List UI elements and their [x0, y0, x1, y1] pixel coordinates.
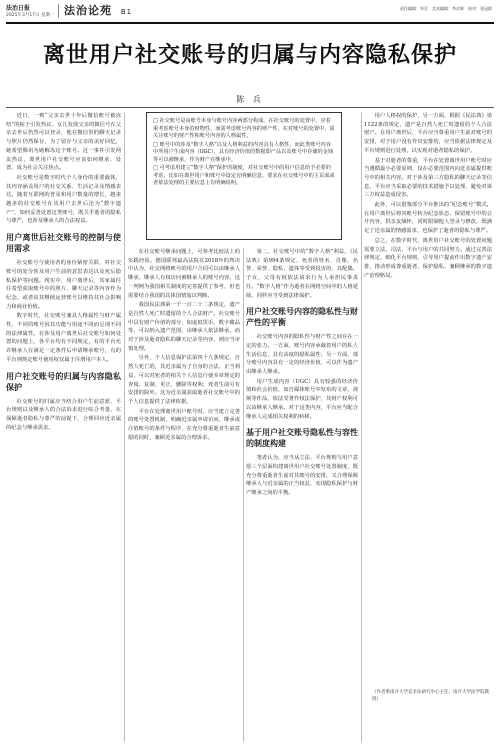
article-column-3 — [246, 248, 358, 742]
body-paragraph: 用户人格权的保护，另一方面，根据《民法典》第1122条的规定，遗产是自然人死亡时遗留的个人合法财产。在用户离世后，平台应当尊重用户生前对账号的安排，对于用户没有作出安排的，应当依据法律规定及平台规则进行处理，以实现对逝者隐私的保护。 — [364, 113, 492, 154]
paper-name: 法治日报 — [6, 5, 31, 12]
section-title — [64, 2, 132, 18]
column-divider — [243, 248, 244, 742]
summary-box — [146, 112, 342, 240]
issue-date: 2025年3月17日 星期一 — [6, 13, 55, 18]
article-column-4 — [364, 112, 492, 722]
article-column-2 — [128, 248, 240, 742]
article-headline: 离世用户社交账号的归属与内容隐私保护 — [42, 43, 457, 68]
body-paragraph: 基于对逝者的尊重，平台在处置离世用户账号时应当遵循最小必要原则，仅在必要范围内向近亲属提供账号中的相关内容。对于涉及第三方隐私的聊天记录等信息，平台应当采取必要的技术措施予以处理，避免对第三方权益造成侵害。 — [364, 157, 492, 199]
body-paragraph: 我国民法典第一千一百二十二条规定，遗产是自然人死亡时遗留的个人合法财产。社交账号中具有财产价值的部分，如虚拟货币、数字藏品等，可以纳入遗产范围，由继承人依法继承。而对于涉及逝者隐私的聊天记录等内容，则应当审慎处理。 — [128, 302, 240, 352]
body-paragraph: 此外，可以借鉴部分平台推出的“纪念账号”模式，在用户离世后将其账号转为纪念状态，保留账号中的公开内容，供亲友缅怀，同时限制他人登录与修改，既满足了近亲属的情感需求，也保护了逝者的隐私与尊严。 — [364, 202, 492, 235]
section-heading: 用户社交账号的归属与内容隐私保护 — [6, 371, 121, 392]
body-paragraph: 社交账号的归属应当结合用户生前意愿、平台规则以及继承人的合法诉求进行综合考量，在保障逝者隐私与尊严的前提下，合理回应近亲属的纪念与继承需求。 — [6, 398, 121, 431]
body-paragraph: 数字时代，社交账号兼具人格属性与财产属性，不同的账号因其功能与用途不同而呈现不同的法律属性。在涉及用户离世后社交账号如何处置的问题上，各平台均有不同规定，有的平台允许继承人在满足一定条件后申请继承账号，有的平台则规定账号使用权仅属于注册用户本人。 — [6, 313, 121, 363]
author-note — [372, 690, 490, 703]
section-heading: 用户离世后社交账号的控制与使用需求 — [6, 233, 121, 254]
article-column-1 — [6, 112, 121, 742]
body-paragraph: 社交账号内容的隐私性与财产性之间存在一定的张力。一方面，账号内容承载着用户的私人生活信息，具有高度的隐私属性；另一方面，部分账号内容具有一定的经济价值，可以作为遗产由继承人继承。 — [246, 334, 358, 376]
body-paragraph: 平台在处理离世用户账号时，应当建立完善的账号处置机制，明确近亲属申请访问、继承或注销账号的条件与程序，在充分尊重逝者生前意愿的同时，兼顾近亲属的合理诉求。 — [128, 408, 240, 441]
column-divider — [361, 112, 362, 742]
section-name: 法治论苑 — [64, 4, 112, 17]
body-paragraph: 社交账号是数字时代个人身份的重要载体，其内容涵盖用户的社交关系、生活记录及情感表达。随着互联网的普及和用户数量的增长，越来越多的社交账号在其用户去世后沦为“数字遗产”，如何妥善处置这类账号，既关乎逝者的隐私与尊严，也涉及继承人的合法权益。 — [6, 174, 121, 225]
summary-item: □ 可考虑用建立“数字人格”保护的制度，对社交账号中的用户信息给予必要的考虑，比如在离世用户和账号中设定有明确信息，要求在社交账号中的主页面或者依法处理的主要信息上有明确说明。 — [153, 165, 335, 186]
column-divider — [124, 112, 125, 742]
body-paragraph: 社交账号与使用者的身份紧密关联，对社交账号的处分涉及用户生前的意思表达以及死后隐私保护等问题。现实中，用户离世后，其家属往往希望获取账号中的照片、聊天记录等内容作为纪念，或者由其继续运营账号以维持其社会影响力和商业价值。 — [6, 260, 121, 310]
body-paragraph: 另外，个人信息保护法第四十九条规定，自然人死亡的，其近亲属为了自身的合法、正当利益，可以对死者的相关个人信息行使本章规定的查阅、复制、更正、删除等权利；死者生前另有安排的除外。这为近亲属获取逝者社交账号中的个人信息提供了法律依据。 — [128, 355, 240, 405]
body-paragraph: 在社交账号继承问题上，可参考比较法上的实践经验。德国联邦最高法院在2018年的判决中认为，社交网络账号的用户合同可以由继承人继承，继承人有权访问被继承人的账号内容。这一判例为我国相关制度的完善提供了参考，但也需要结合我国的具体国情加以判断。 — [128, 249, 240, 299]
header-rule — [6, 22, 494, 24]
section-heading: 基于用户社交账号隐私性与容性的制度构建 — [246, 428, 358, 449]
summary-item: □ 社交账号是由账号本身与账号内容两部分构成。在社交账号的处置中，应着重考虑账号本身的财物性，而需考虑账号内容的财产性，在对账号的处置中，需关注账号的财产性和账号内容的人格属性。 — [153, 118, 335, 139]
page-number: B1 — [120, 8, 133, 16]
page-header — [0, 0, 500, 22]
summary-item: □ 账号中的涉及“数字人格”以及人格利益的内容具有人格性，而此类账号内容中所用户生成内容（UGC），具有经济价值的数据即产品以及账号中存储的金钱等可以被继承，作为财产在继承中。 — [153, 141, 334, 163]
author-note-line: （作者系南开大学竞争法研究中心主任、南开大学法学院教授） — [372, 690, 489, 702]
title-rule — [6, 107, 494, 108]
article-author: 陈 兵 — [236, 95, 264, 104]
body-paragraph: 用户生成内容（UGC）具有较强的经济价值和社会价值，如自媒体账号中发布的文章、视频等作品，依法受著作权法保护，其财产权利可以由继承人继承。对于这类内容，平台应当配合继承人完成相关权利的转移。 — [246, 378, 358, 420]
body-paragraph: 近日，一则“父亲去世十年后微信账号被冻结”的帖子引发热议。女儿发现父亲的微信号在父亲去世后仍然可以登录，他在微信里的聊天记录与照片仍然保存，为了留存与父亲的美好回忆，她希望腾讯为她解冻这个账号。这一事件引发网友热议，离世用户社交账号应该如何继承、处置，成为社会关注焦点。 — [6, 113, 121, 172]
section-heading: 用户社交账号内容的隐私性与财产性的平衡 — [246, 307, 358, 328]
header-separator — [58, 4, 59, 18]
body-paragraph: 笔者认为，应当从立法、平台规则与用户意愿三个层面构建离世用户社交账号处置制度，既充分尊重逝者生前对其账号的安排，又合理保障继承人与近亲属的正当权益，实现隐私保护与财产继承之间的平衡。 — [246, 455, 358, 497]
body-paragraph: 总之，在数字时代，离世用户社交账号的处置问题需要立法、司法、平台与用户的共同努力。通过完善法律规定、细化平台规则、引导用户提前作出数字遗产安排，推动形成尊重逝者、保护隐私、兼顾继承的数字遗产治理格局。 — [364, 237, 492, 279]
body-paragraph: 第二，社交账号中的“数字人格”利益。《民法典》第994条规定，死者的姓名、肖像、名誉、荣誉、隐私、遗体等受到侵害的，其配偶、子女、父母有权依法请求行为人承担民事责任。“数字人格”作为逝者在网络空间中的人格延续，同样应当受到法律保护。 — [246, 249, 358, 299]
editor-info: 责任编辑：毕至 美术编辑：李京辉 校对：张冠群 — [400, 6, 492, 11]
